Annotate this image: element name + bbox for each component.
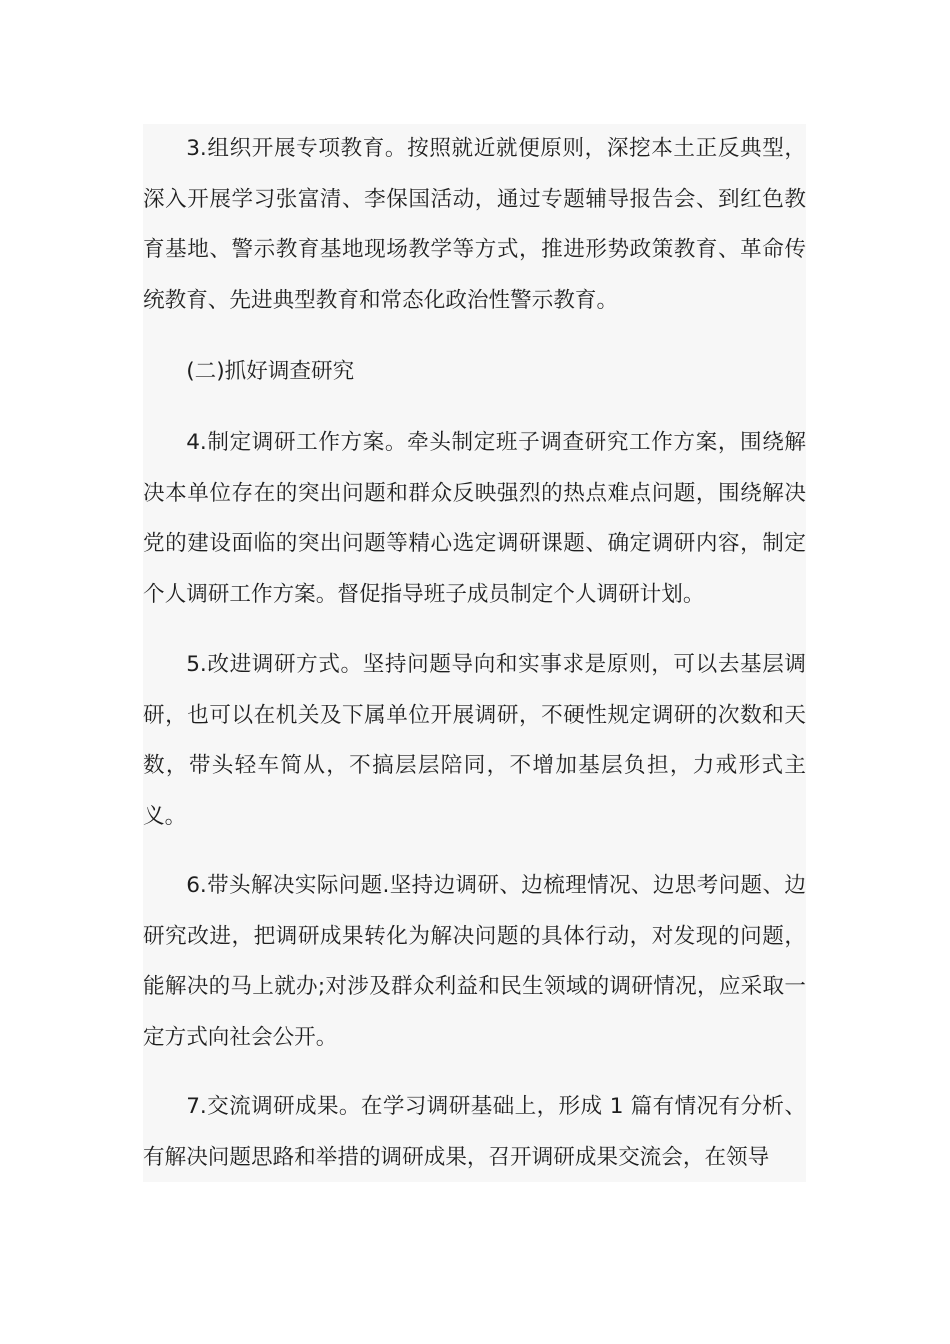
paragraph-item-7: 7.交流调研成果。在学习调研基础上，形成 1 篇有情况有分析、有解决问题思路和举措的调研成果，召开调研成果交流会，在领导 xyxy=(143,1094,806,1170)
section-heading: (二)抓好调查研究 xyxy=(186,359,355,384)
paragraph-item-4: 4.制定调研工作方案。牵头制定班子调查研究工作方案，围绕解决本单位存在的突出问题和群众反映强烈的热点难点问题，围绕解决党的建设面临的突出问题等精心选定调研课题、确定调研内容，制定个人调研工作方案。督促指导班子成员制定个人调研计划。 xyxy=(143,430,806,607)
paragraph-item-5: 5.改进调研方式。坚持问题导向和实事求是原则，可以去基层调研，也可以在机关及下属单位开展调研，不硬性规定调研的次数和天数，带头轻车简从，不搞层层陪同，不增加基层负担，力戒形式主义。 xyxy=(143,652,806,829)
paragraph-item-6: 6.带头解决实际问题.坚持边调研、边梳理情况、边思考问题、边研究改进，把调研成果转化为解决问题的具体行动，对发现的问题，能解决的马上就办;对涉及群众利益和民生领域的调研情况，应采取一定方式向社会公开。 xyxy=(143,873,806,1050)
document-text-block xyxy=(143,124,806,1182)
paragraph-item-3: 3.组织开展专项教育。按照就近就便原则，深挖本土正反典型，深入开展学习张富清、李保国活动，通过专题辅导报告会、到红色教育基地、警示教育基地现场教学等方式，推进形势政策教育、革命传统教育、先进典型教育和常态化政治性警示教育。 xyxy=(143,136,806,313)
